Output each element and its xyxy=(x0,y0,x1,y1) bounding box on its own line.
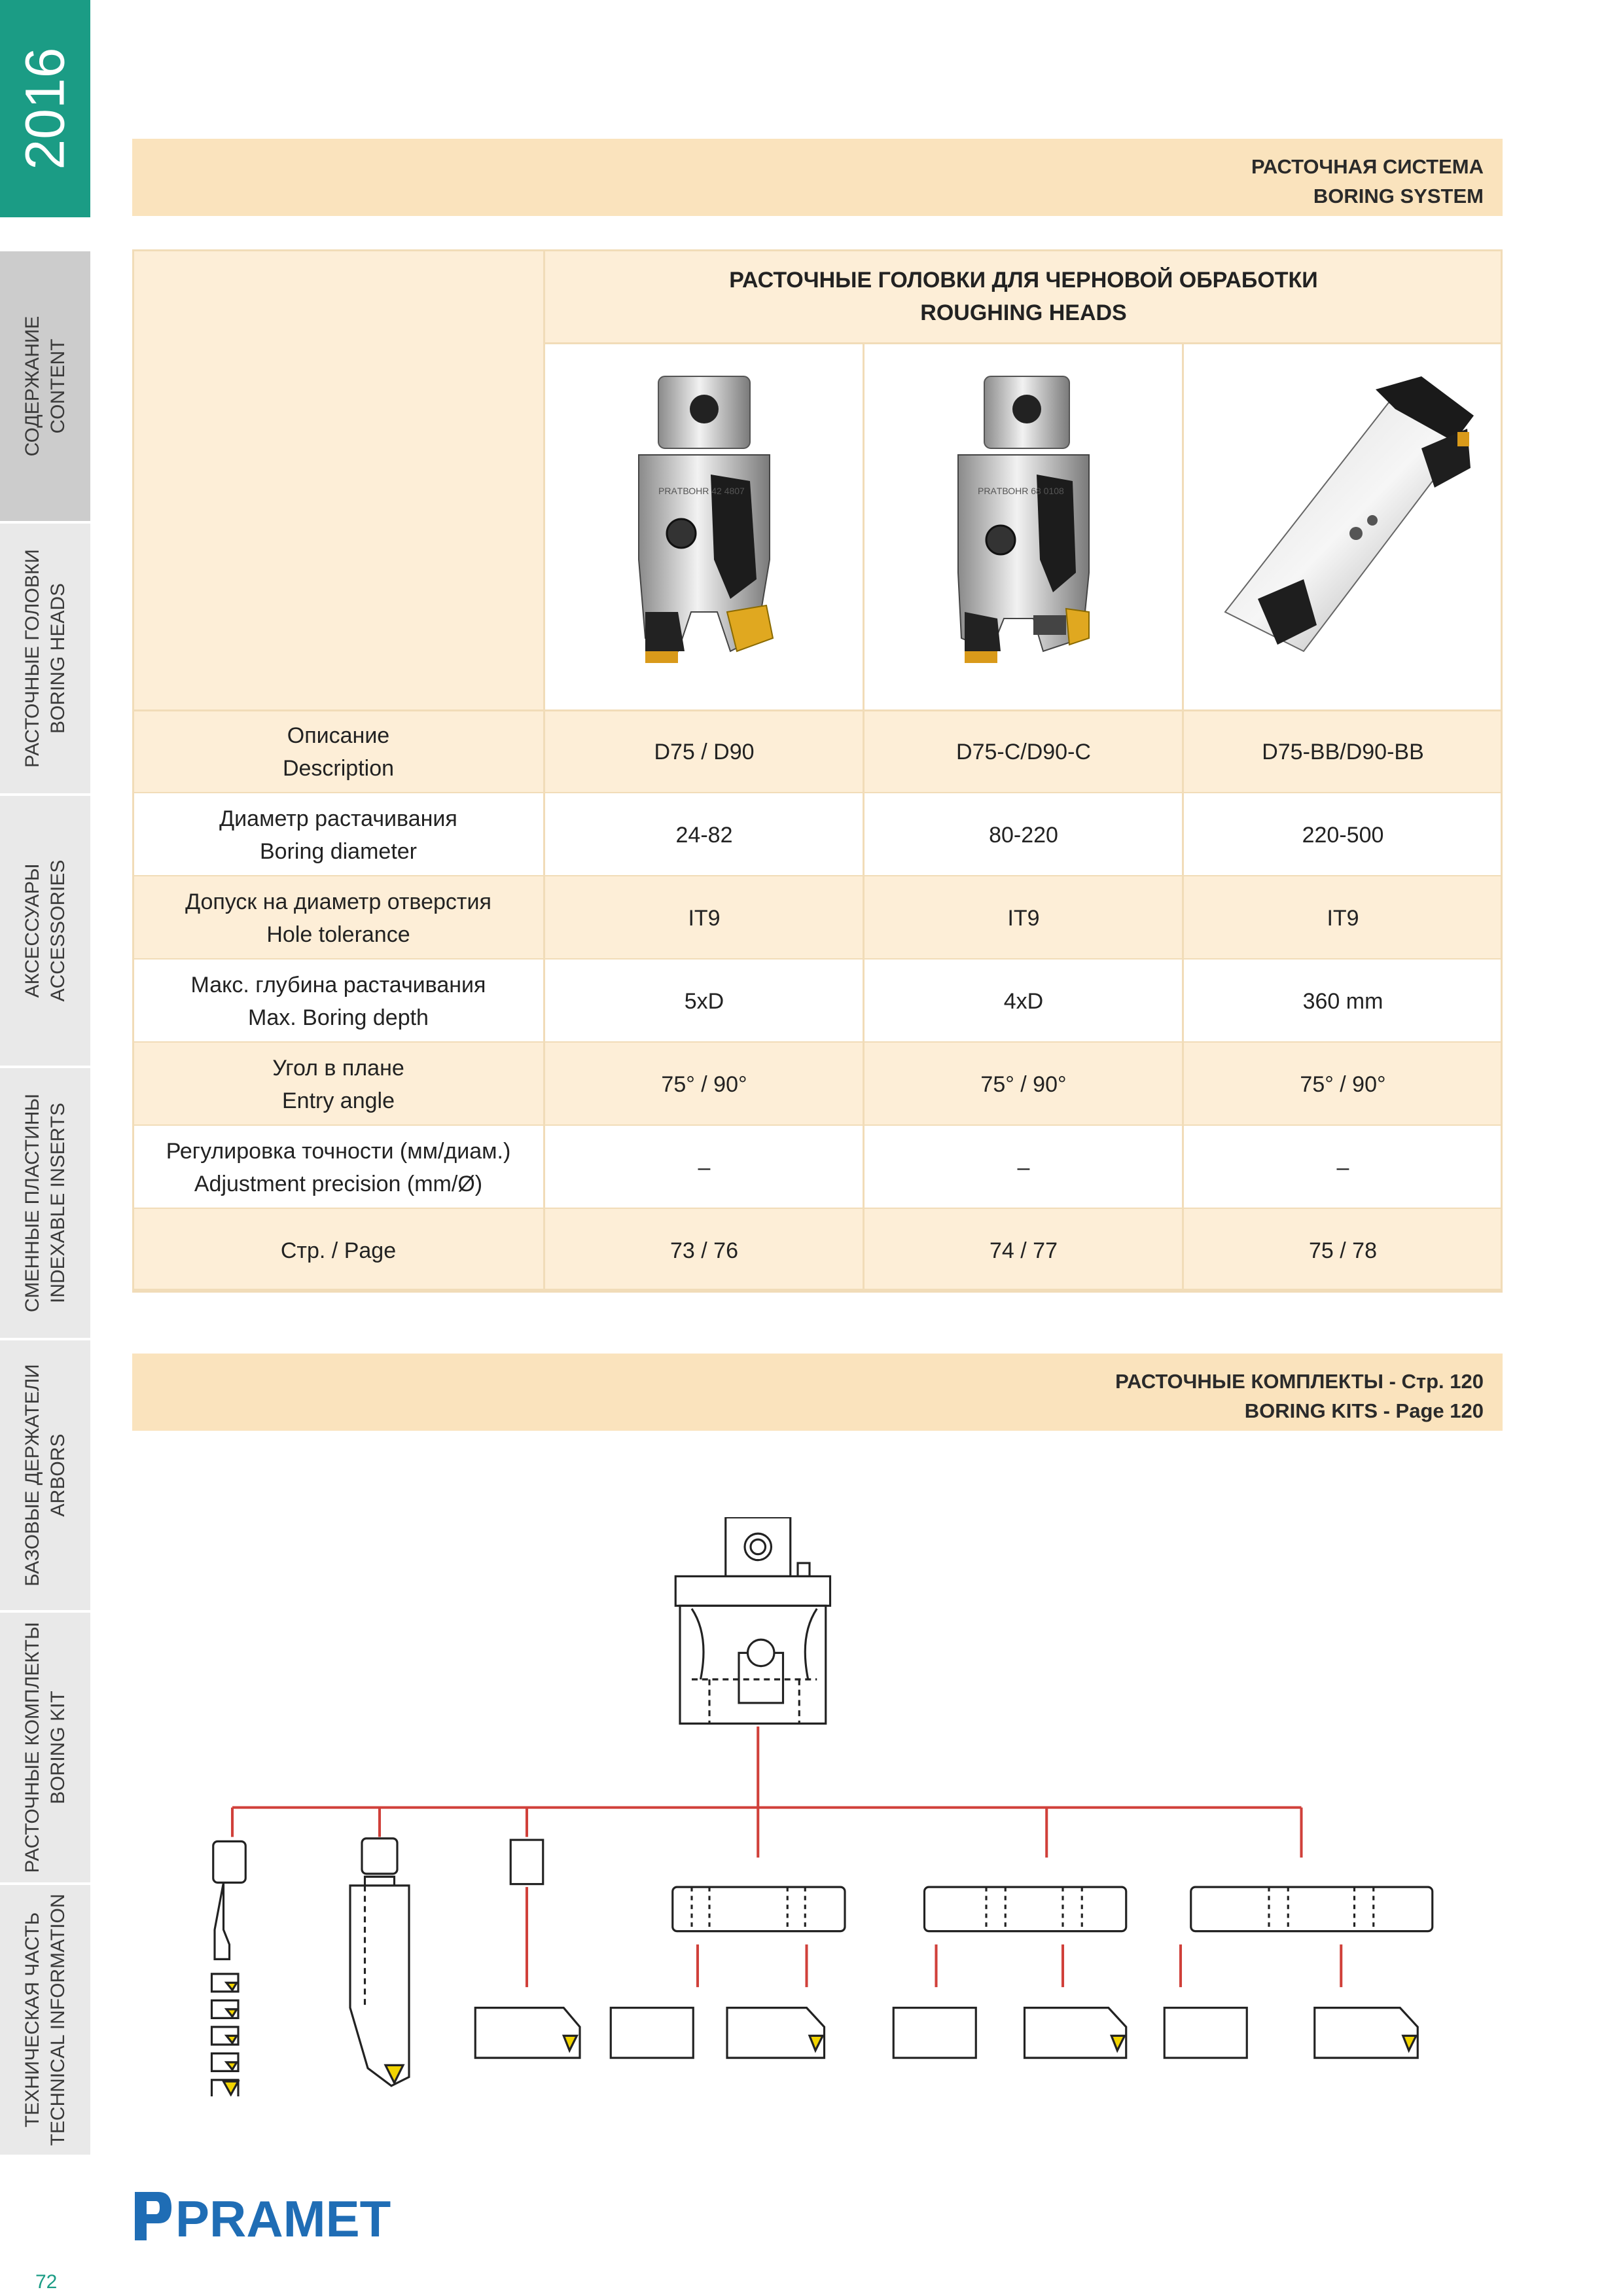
row-label xyxy=(132,876,544,960)
year-label: 2016 xyxy=(14,47,76,170)
table-cell: 75° / 90° xyxy=(1183,1043,1503,1126)
tab-technical-ru: ТЕХНИЧЕСКАЯ ЧАСТЬ xyxy=(22,1912,43,2128)
adapter-drawing xyxy=(510,1840,543,1884)
row-label-ru: Макс. глубина растачивания xyxy=(190,972,486,997)
year-tab xyxy=(0,0,90,217)
row-label-en: Adjustment precision (mm/Ø) xyxy=(194,1171,483,1196)
table-cell: D75 / D90 xyxy=(544,710,864,793)
table-cell: – xyxy=(864,1126,1183,1209)
boring-head-d75-c-image xyxy=(925,363,1122,691)
tab-boring-heads-ru: РАСТОЧНЫЕ ГОЛОВКИ xyxy=(22,549,43,768)
row-label-ru: Стр. / Page xyxy=(280,1238,397,1263)
section-title-ru: РАСТОЧНАЯ СИСТЕМА xyxy=(1251,155,1484,178)
pramet-logo-mark xyxy=(132,2188,402,2244)
tab-boring-kit[interactable] xyxy=(0,1610,90,1882)
tab-boring-heads[interactable] xyxy=(0,521,90,793)
table-cell: 220-500 xyxy=(1183,793,1503,876)
boring-kits-link-ru[interactable]: РАСТОЧНЫЕ КОМПЛЕКТЫ - Стр. 120 xyxy=(1115,1370,1484,1393)
pramet-logo xyxy=(132,2188,402,2244)
table-cell: 75 / 78 xyxy=(1183,1209,1503,1292)
boring-kits-band xyxy=(132,1354,1503,1431)
table-cell: D75-BB/D90-BB xyxy=(1183,710,1503,793)
boring-head-drawing xyxy=(675,1517,830,1723)
boring-head-d75-bb-image xyxy=(1205,363,1480,691)
row-label-en: Boring diameter xyxy=(259,838,417,864)
logo-wordmark: PRAMET xyxy=(175,2190,391,2244)
roughing-heads-table xyxy=(132,249,1503,1291)
section-title-en: BORING SYSTEM xyxy=(1313,185,1484,207)
table-title-ru: РАСТОЧНЫЕ ГОЛОВКИ ДЛЯ ЧЕРНОВОЙ ОБРАБОТКИ xyxy=(729,268,1318,293)
page-number: 72 xyxy=(35,2271,58,2293)
table-cell: 5xD xyxy=(544,960,864,1043)
row-label xyxy=(132,710,544,793)
table-cell: IT9 xyxy=(544,876,864,960)
row-label xyxy=(132,1209,544,1292)
tab-boring-kit-ru: РАСТОЧНЫЕ КОМПЛЕКТЫ xyxy=(22,1622,43,1873)
row-label-ru: Диаметр растачивания xyxy=(219,806,457,831)
row-label xyxy=(132,960,544,1043)
table-title xyxy=(544,249,1503,344)
side-navigation xyxy=(0,0,90,2296)
table-cell: 75° / 90° xyxy=(544,1043,864,1126)
row-label-ru: Угол в плане xyxy=(272,1055,404,1081)
slide-1-drawing xyxy=(673,1887,845,1931)
tab-boring-kit-en: BORING KIT xyxy=(47,1691,69,1804)
table-cell: – xyxy=(1183,1126,1503,1209)
tab-inserts-en: INDEXABLE INSERTS xyxy=(47,1102,69,1304)
tab-accessories[interactable] xyxy=(0,793,90,1066)
table-cell: 74 / 77 xyxy=(864,1209,1183,1292)
product-image-cell-2 xyxy=(864,344,1183,710)
tab-indexable-inserts[interactable] xyxy=(0,1066,90,1338)
table-cell: 75° / 90° xyxy=(864,1043,1183,1126)
table-corner-cell xyxy=(132,249,544,710)
product-mark-1: PRAТВОНR 42 4807 xyxy=(658,486,745,496)
tab-content-ru: СОДЕРЖАНИЕ xyxy=(22,315,43,457)
tab-content-en: CONTENT xyxy=(47,338,69,434)
tab-accessories-ru: АКСЕССУАРЫ xyxy=(22,863,43,998)
slide-3-drawing xyxy=(1191,1887,1433,1931)
tab-arbors[interactable] xyxy=(0,1338,90,1610)
row-label-ru: Описание xyxy=(287,723,390,748)
tab-content[interactable] xyxy=(0,249,90,521)
table-cell: 80-220 xyxy=(864,793,1183,876)
boring-kits-link-en[interactable]: BORING KITS - Page 120 xyxy=(1244,1399,1484,1422)
large-boring-bar-drawing xyxy=(350,1839,409,2086)
table-cell: IT9 xyxy=(1183,876,1503,960)
table-cell: – xyxy=(544,1126,864,1209)
tab-arbors-en: ARBORS xyxy=(47,1433,69,1517)
row-label-ru: Допуск на диаметр отверстия xyxy=(185,889,491,914)
tab-inserts-ru: СМЕННЫЕ ПЛАСТИНЫ xyxy=(22,1094,43,1312)
row-label xyxy=(132,793,544,876)
boring-head-d75-image xyxy=(606,363,802,691)
table-title-en: ROUGHING HEADS xyxy=(920,300,1127,325)
section-header-band xyxy=(132,139,1503,216)
product-image-cell-1 xyxy=(544,344,864,710)
row-label-en: Max. Boring depth xyxy=(248,1005,429,1030)
row-label xyxy=(132,1126,544,1209)
row-label-en: Description xyxy=(282,755,395,781)
row-label-ru: Регулировка точности (мм/диам.) xyxy=(166,1138,511,1164)
table-cell: 24-82 xyxy=(544,793,864,876)
small-boring-bar-drawing xyxy=(212,1841,246,2096)
boring-kit-schematic xyxy=(191,1517,1463,2096)
table-cell: D75-C/D90-C xyxy=(864,710,1183,793)
row-label-en: Hole tolerance xyxy=(266,922,410,947)
table-cell: 360 mm xyxy=(1183,960,1503,1043)
table-cell: 73 / 76 xyxy=(544,1209,864,1292)
row-label xyxy=(132,1043,544,1126)
slide-2-drawing xyxy=(925,1887,1126,1931)
row-label-en: Entry angle xyxy=(282,1088,395,1113)
tab-technical-en: TECHNICAL INFORMATION xyxy=(47,1893,69,2146)
product-image-cell-3 xyxy=(1183,344,1503,710)
tab-accessories-en: ACCESSORIES xyxy=(47,859,69,1002)
tab-arbors-ru: БАЗОВЫЕ ДЕРЖАТЕЛИ xyxy=(22,1364,43,1587)
cartridge-row xyxy=(475,2008,1418,2058)
tab-technical-information[interactable] xyxy=(0,1882,90,2155)
tab-boring-heads-en: BORING HEADS xyxy=(47,583,69,734)
table-cell: IT9 xyxy=(864,876,1183,960)
table-cell: 4xD xyxy=(864,960,1183,1043)
product-mark-2: PRAТВОНR 68 0108 xyxy=(978,486,1064,496)
